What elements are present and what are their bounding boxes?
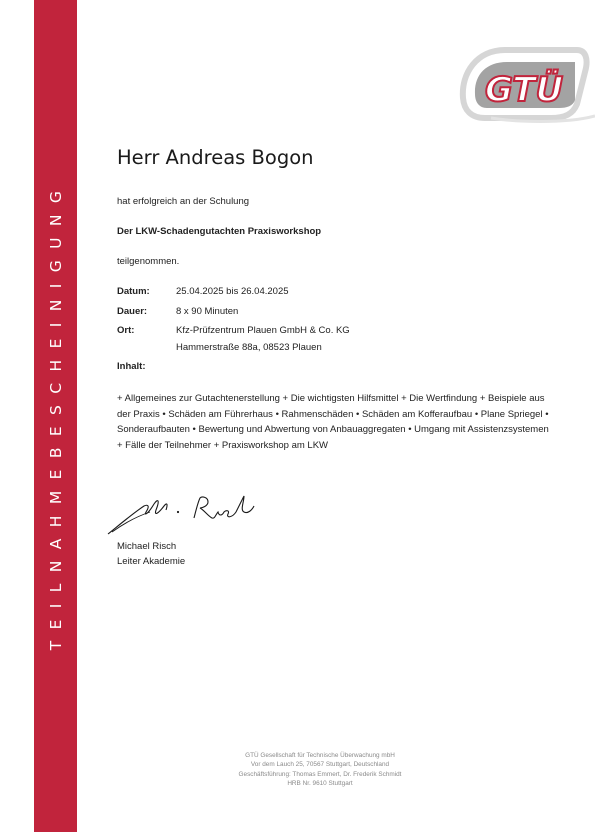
- content-description: + Allgemeines zur Gutachtenerstellung + Die wichtigsten Hilfsmittel + Die Wertfindung + Beispiele aus der Praxis • Schäden am Führerhaus • Rahmenschäden • Schäden am Kofferaufbau • Plane Spriegel • Sonderaufbauten • Bewertung und Abwertung von Anbauaggregaten • Umgang mit Assistenzsystemen + Fälle der Teilnehmer + Praxisworkshop am LKW: [117, 393, 549, 452]
- location-line-2: Hammerstraße 88a, 08523 Plauen: [176, 342, 322, 353]
- recipient-name: Herr Andreas Bogon: [117, 146, 314, 169]
- duration-value: 8 x 90 Minuten: [176, 306, 239, 317]
- footer: [150, 751, 490, 789]
- intro-text: hat erfolgreich an der Schulung: [117, 196, 250, 207]
- signatory-role: Leiter Akademie: [117, 556, 186, 567]
- svg-text:GTÜ: GTÜ: [485, 70, 564, 110]
- duration-label: Dauer:: [117, 306, 148, 317]
- document-type-title: TEILNAHMEBESCHEINIGUNG: [47, 179, 65, 651]
- footer-address: Vor dem Lauch 25, 70567 Stuttgart, Deutschland: [250, 761, 390, 769]
- location-line-1: Kfz-Prüfzentrum Plauen GmbH & Co. KG: [176, 325, 350, 336]
- footer-company: GTÜ Gesellschaft für Technische Überwachung mbH: [245, 752, 395, 759]
- signatory-name: Michael Risch: [117, 541, 177, 552]
- signature: [104, 488, 264, 543]
- content-label: Inhalt:: [117, 361, 146, 372]
- footer-register: HRB Nr. 9610 Stuttgart: [287, 780, 353, 788]
- footer-management: Geschäftsführung: Thomas Emmert, Dr. Frederik Schmidt: [238, 770, 402, 778]
- gtu-logo: [455, 28, 595, 128]
- course-title: Der LKW-Schadengutachten Praxisworkshop: [117, 226, 322, 237]
- date-label: Datum:: [117, 286, 150, 297]
- participated-text: teilgenommen.: [117, 256, 180, 267]
- date-value: 25.04.2025 bis 26.04.2025: [176, 286, 289, 297]
- location-label: Ort:: [117, 325, 135, 336]
